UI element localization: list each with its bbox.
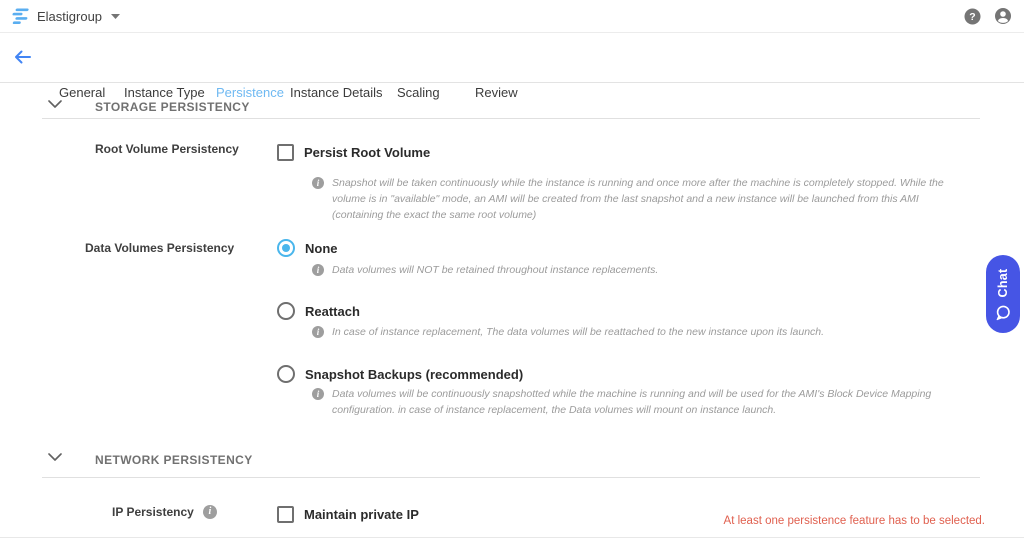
- persist-root-volume-label[interactable]: Persist Root Volume: [304, 145, 431, 160]
- ip-persistency-info-icon: i: [203, 505, 217, 519]
- tab-instance-details[interactable]: Instance Details: [290, 85, 383, 100]
- maintain-private-ip-label[interactable]: Maintain private IP: [304, 507, 419, 522]
- info-icon: i: [312, 264, 324, 276]
- info-icon: i: [312, 177, 324, 189]
- divider: [0, 537, 1024, 538]
- storage-section-collapse-button[interactable]: [48, 100, 62, 108]
- user-icon: [994, 7, 1012, 25]
- tab-scaling[interactable]: Scaling: [397, 85, 440, 100]
- none-info-text: Data volumes will NOT be retained throughout instance replacements.: [332, 264, 659, 276]
- chat-button-label: Chat: [996, 268, 1010, 298]
- root-volume-info-text: Snapshot will be taken continuously while the instance is running and once more after the machine is completely stopped. While the volume is in "available" mode, an AMI will be created from the last snapshot and a new instance will be launched from this AMI (containing the exact the same root volume): [332, 177, 944, 221]
- maintain-private-ip-checkbox[interactable]: [277, 506, 294, 523]
- persist-root-volume-checkbox[interactable]: [277, 144, 294, 161]
- data-volumes-persistency-label: Data Volumes Persistency: [85, 241, 235, 255]
- help-button[interactable]: [964, 8, 981, 25]
- data-volumes-none-radio[interactable]: [277, 239, 295, 257]
- back-button[interactable]: [13, 49, 31, 65]
- tab-general[interactable]: General: [59, 85, 106, 100]
- chat-button[interactable]: [986, 255, 1020, 333]
- reattach-info-text: In case of instance replacement, The data volumes will be reattached to the new instance upon its launch.: [332, 326, 825, 338]
- top-bar: [0, 0, 1024, 33]
- data-volumes-reattach-label[interactable]: Reattach: [305, 303, 360, 319]
- tab-instance-type[interactable]: Instance Type: [124, 85, 205, 100]
- divider: [42, 477, 980, 478]
- data-volumes-none-label[interactable]: None: [305, 240, 338, 256]
- root-volume-persistency-label: Root Volume Persistency: [95, 142, 239, 156]
- arrow-left-icon: [13, 49, 31, 65]
- network-section-collapse-button[interactable]: [48, 453, 62, 461]
- caret-down-icon: [111, 14, 120, 19]
- data-volumes-snapshot-backups-radio[interactable]: [277, 365, 295, 383]
- data-volumes-reattach-radio[interactable]: [277, 302, 295, 320]
- topbar-actions: [964, 7, 1012, 25]
- tab-persistence[interactable]: Persistence: [216, 85, 284, 100]
- info-icon: i: [312, 326, 324, 338]
- chat-bubble-icon: [995, 305, 1012, 322]
- storage-section-title: STORAGE PERSISTENCY: [95, 100, 250, 114]
- data-volumes-snapshot-backups-label[interactable]: Snapshot Backups (recommended): [305, 366, 524, 382]
- wizard-tab-bar: [0, 33, 1024, 100]
- network-section-title: NETWORK PERSISTENCY: [95, 453, 253, 467]
- info-icon: i: [312, 388, 324, 400]
- ip-persistency-label: IP Persistency: [112, 505, 194, 519]
- tab-review[interactable]: Review: [475, 85, 518, 100]
- chevron-down-icon: [48, 453, 62, 461]
- divider: [42, 118, 980, 119]
- question-mark-icon: ?: [969, 10, 976, 23]
- product-switcher[interactable]: [12, 7, 120, 25]
- account-button[interactable]: [994, 7, 1012, 25]
- elastigroup-logo-icon: [12, 7, 30, 25]
- chevron-down-icon: [48, 100, 62, 108]
- snapshot-backups-info-text: Data volumes will be continuously snapshotted while the machine is running and will be used for the AMI's Block Device Mapping configuration. in case of instance replacement, the Data volumes will mount on instance launch.: [332, 388, 932, 416]
- validation-message: At least one persistence feature has to be selected.: [723, 515, 985, 527]
- product-name: Elastigroup: [37, 8, 103, 24]
